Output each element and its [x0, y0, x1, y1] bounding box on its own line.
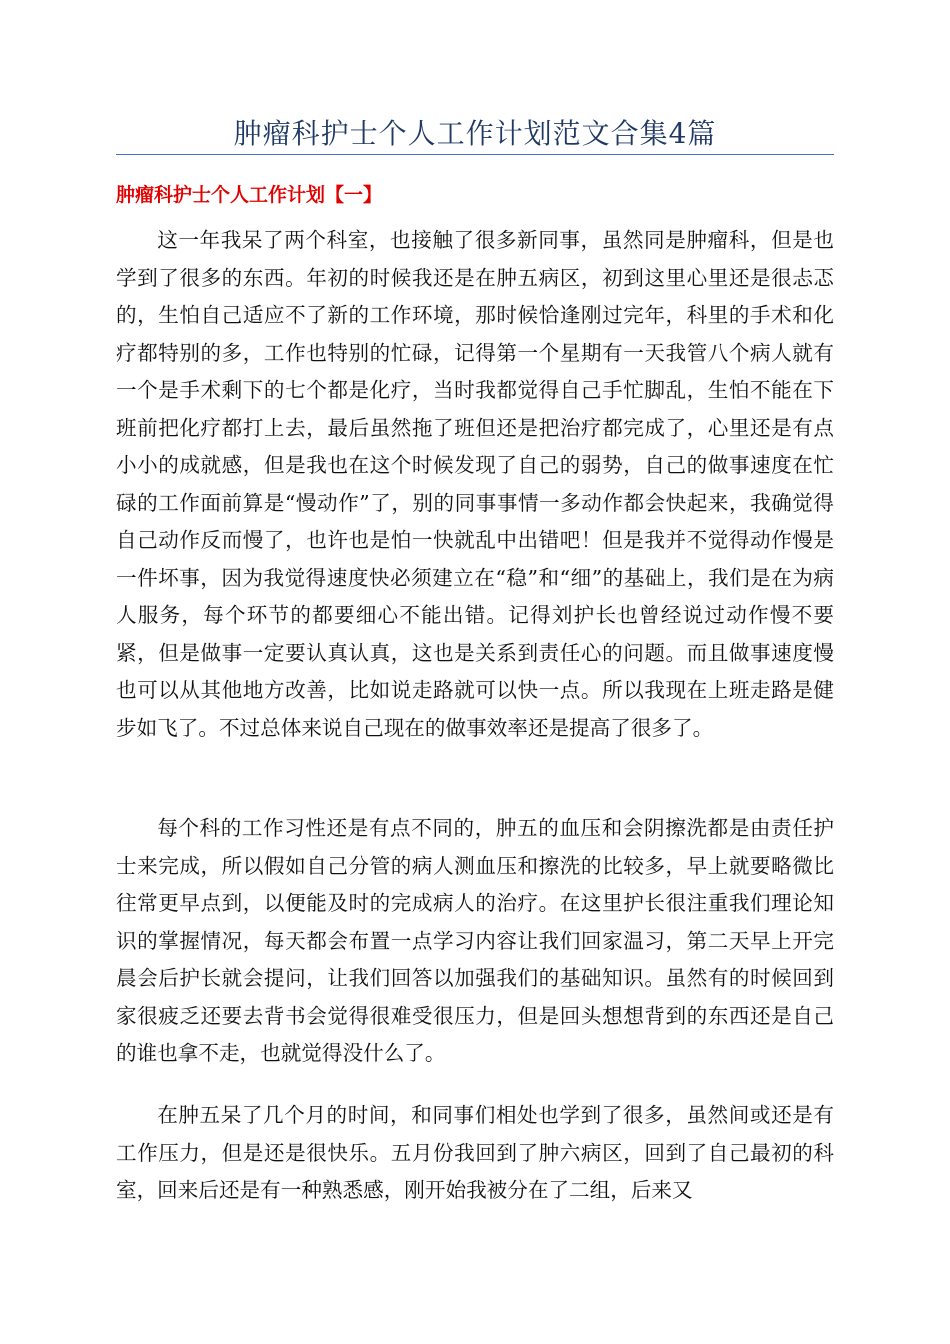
- body-paragraph-2: 每个科的工作习性还是有点不同的，肿五的血压和会阴擦洗都是由责任护士来完成，所以假如自己分管的病人测血压和擦洗的比较多，早上就要略微比往常更早点到，以便能及时的完成病人的治疗。在这里护长很注重我们理论知识的掌握情况，每天都会布置一点学习内容让我们回家温习，第二天早上开完晨会后护长就会提问，让我们回答以加强我们的基础知识。虽然有的时候回到家很疲乏还要去背书会觉得很难受很压力，但是回头想想背到的东西还是自己的谁也拿不走，也就觉得没什么了。: [116, 816, 834, 1065]
- section-heading: 肿瘤科护士个人工作计划【一】: [116, 184, 383, 206]
- body-paragraph-3: 在肿五呆了几个月的时间，和同事们相处也学到了很多，虽然间或还是有工作压力，但是还是很快乐。五月份我回到了肿六病区，回到了自己最初的科室，回来后还是有一种熟悉感，刚开始我被分在了二组，后来又: [116, 1103, 834, 1202]
- body-paragraph-1: 这一年我呆了两个科室，也接触了很多新同事，虽然同是肿瘤科，但是也学到了很多的东西。年初的时候我还是在肿五病区，初到这里心里还是很忐忑的，生怕自己适应不了新的工作环境，那时候恰逢刚过完年，科里的手术和化疗都特别的多，工作也特别的忙碌，记得第一个星期有一天我管八个病人就有一个是手术剩下的七个都是化疗，当时我都觉得自己手忙脚乱，生怕不能在下班前把化疗都打上去，最后虽然拖了班但还是把治疗都完成了，心里还是有点小小的成就感，但是我也在这个时候发现了自己的弱势，自己的做事速度在忙碌的工作面前算是“慢动作”了，别的同事事情一多动作都会快起来，我确觉得自己动作反而慢了，也许也是怕一快就乱中出错吧！但是我并不觉得动作慢是一件坏事，因为我觉得速度快必须建立在“稳”和“细”的基础上，我们是在为病人服务，每个环节的都要细心不能出错。记得刘护长也曾经说过动作慢不要紧，但是做事一定要认真认真，这也是关系到责任心的问题。而且做事速度慢也可以从其他地方改善，比如说走路就可以快一点。所以我现在上班走路是健步如飞了。不过总体来说自己现在的做事效率还是提高了很多了。: [116, 228, 834, 740]
- document-title: 肿瘤科护士个人工作计划范文合集4篇: [233, 117, 717, 150]
- title-underline: [116, 154, 834, 155]
